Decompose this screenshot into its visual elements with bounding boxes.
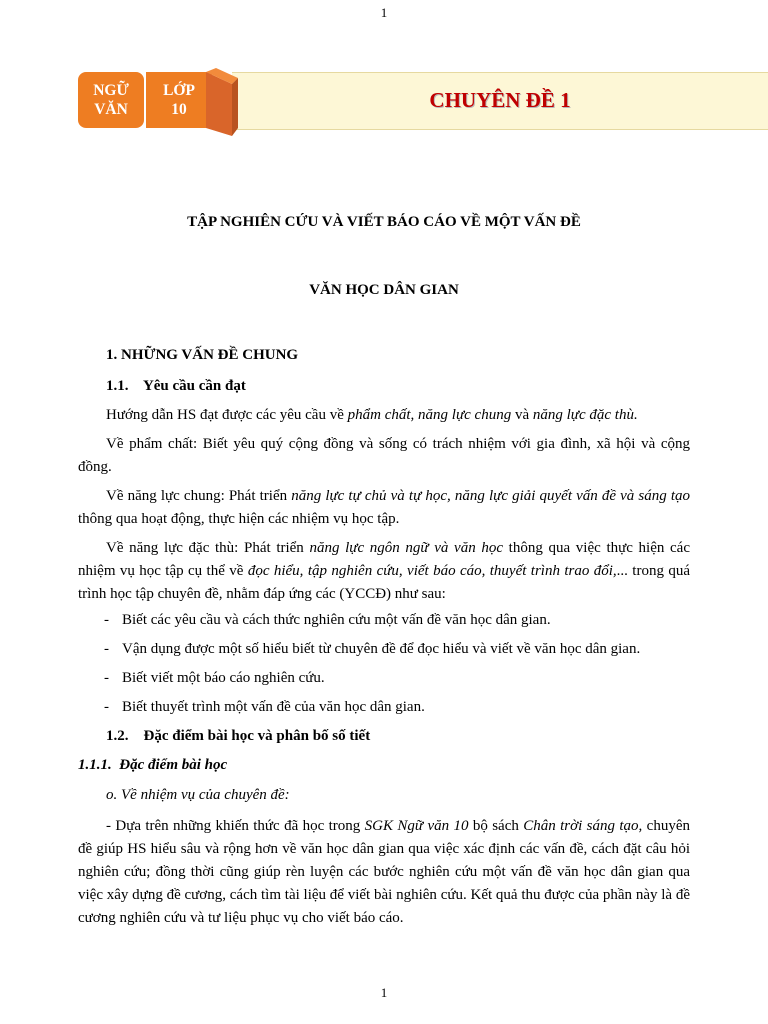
list-item-text: Biết viết một báo cáo nghiên cứu. xyxy=(122,670,325,686)
last-text-1: - Dựa trên những khiến thức đã học trong xyxy=(106,818,365,834)
paragraph-nang-luc-dac-thu xyxy=(78,537,690,606)
bullet-marker: - xyxy=(104,612,109,628)
grade-tag-line2: 10 xyxy=(171,101,187,118)
intro-text-4: năng lực đặc thù. xyxy=(532,407,638,423)
bullet-marker: - xyxy=(104,699,109,715)
section-heading-1: 1. NHỮNG VẤN ĐỀ CHUNG xyxy=(106,347,299,363)
doc-title-line1: TẬP NGHIÊN CỨU VÀ VIẾT BÁO CÁO VỀ MỘT VẤN ĐỀ xyxy=(187,214,581,230)
list-item-text: Biết các yêu cầu và cách thức nghiên cứu một vấn đề văn học dân gian. xyxy=(122,612,551,628)
page-number-top: 1 xyxy=(380,5,388,20)
nldt-text-5: ... trong quá trình học tập chuyên đề, nhằm đáp ứng các (YCCĐ) như sau: xyxy=(78,563,690,602)
last-text-3: bộ sách xyxy=(468,818,524,834)
nlc-text-1: Về năng lực chung: Phát triển xyxy=(106,488,292,504)
nlc-text-2: năng lực tự chủ và tự học, năng lực giải quyết vấn đề và sáng tạo xyxy=(291,488,690,504)
banner-title: CHUYÊN ĐỀ 1 xyxy=(429,87,571,112)
bullet-marker: - xyxy=(104,641,109,657)
nldt-text-4: đọc hiểu, tập nghiên cứu, viết báo cáo, thuyết trình trao đổi, xyxy=(247,563,617,579)
grade-tag-line1: LỚP xyxy=(163,82,195,99)
list-item xyxy=(104,612,551,629)
list-item-text: Vận dụng được một số hiểu biết từ chuyên đề để đọc hiểu và viết về văn học dân gian. xyxy=(122,641,641,657)
paragraph-nang-luc-chung xyxy=(78,485,690,531)
section-heading-1-2: 1.2. Đặc điểm bài học và phân bố số tiết xyxy=(106,728,371,744)
intro-text-3: và xyxy=(511,407,533,423)
subject-tag-line1: NGỮ xyxy=(93,82,129,99)
subsection-heading-1-1-1: 1.1.1. Đặc điểm bài học xyxy=(78,757,228,773)
last-text-4: Chân trời sáng tạo, xyxy=(523,818,643,834)
paragraph-intro xyxy=(78,404,690,427)
subject-tag xyxy=(78,72,144,128)
nldt-text-2: năng lực ngôn ngữ và văn học xyxy=(309,540,504,556)
intro-text-1: Hướng dẫn HS đạt được các yêu cầu về xyxy=(106,407,348,423)
nldt-text-1: Về năng lực đặc thù: Phát triển xyxy=(106,540,310,556)
list-item-text: Biết thuyết trình một vấn đề của văn học dân gian. xyxy=(122,699,425,715)
last-text-2: SGK Ngữ văn 10 xyxy=(364,818,469,834)
doc-title-line2: VĂN HỌC DÂN GIAN xyxy=(309,282,459,298)
grade-tag xyxy=(146,72,212,128)
paragraph-pham-chat: Về phẩm chất: Biết yêu quý cộng đồng và sống có trách nhiệm với gia đình, xã hội và cộng đồng. xyxy=(78,436,690,475)
list-item xyxy=(104,641,640,658)
last-text-5: chuyên đề giúp HS hiểu sâu và rộng hơn về văn học dân gian qua việc xác định các vấn đề, cách đặt câu hỏi nghiên cứu; đồng thời cũng giúp rèn luyện các bước nghiên cứu một vấn đề văn học dân gian qua việc xây dựng đề cương, cách tìm tài liệu để viết bài nghiên cứu. Kết quả thu được của phần này là đề cương nghiên cứu và tư liệu phục vụ cho viết báo cáo. xyxy=(78,818,690,926)
list-item xyxy=(104,699,425,716)
section-heading-1-1: 1.1. Yêu cầu cần đạt xyxy=(106,378,246,394)
task-heading: o. Về nhiệm vụ của chuyên đề: xyxy=(106,787,290,803)
nldt-text-3: thông qua việc thực hiện các nhiệm vụ học tập cụ thể về xyxy=(78,540,690,579)
list-item xyxy=(104,670,325,687)
intro-text-2: phẩm chất, năng lực chung xyxy=(347,407,512,423)
nlc-text-3: thông qua hoạt động, thực hiện các nhiệm vụ học tập. xyxy=(78,511,400,527)
page-number-bottom: 1 xyxy=(380,985,388,1000)
paragraph-last xyxy=(78,815,690,930)
subject-tag-line2: VĂN xyxy=(94,101,128,118)
bullet-marker: - xyxy=(104,670,109,686)
